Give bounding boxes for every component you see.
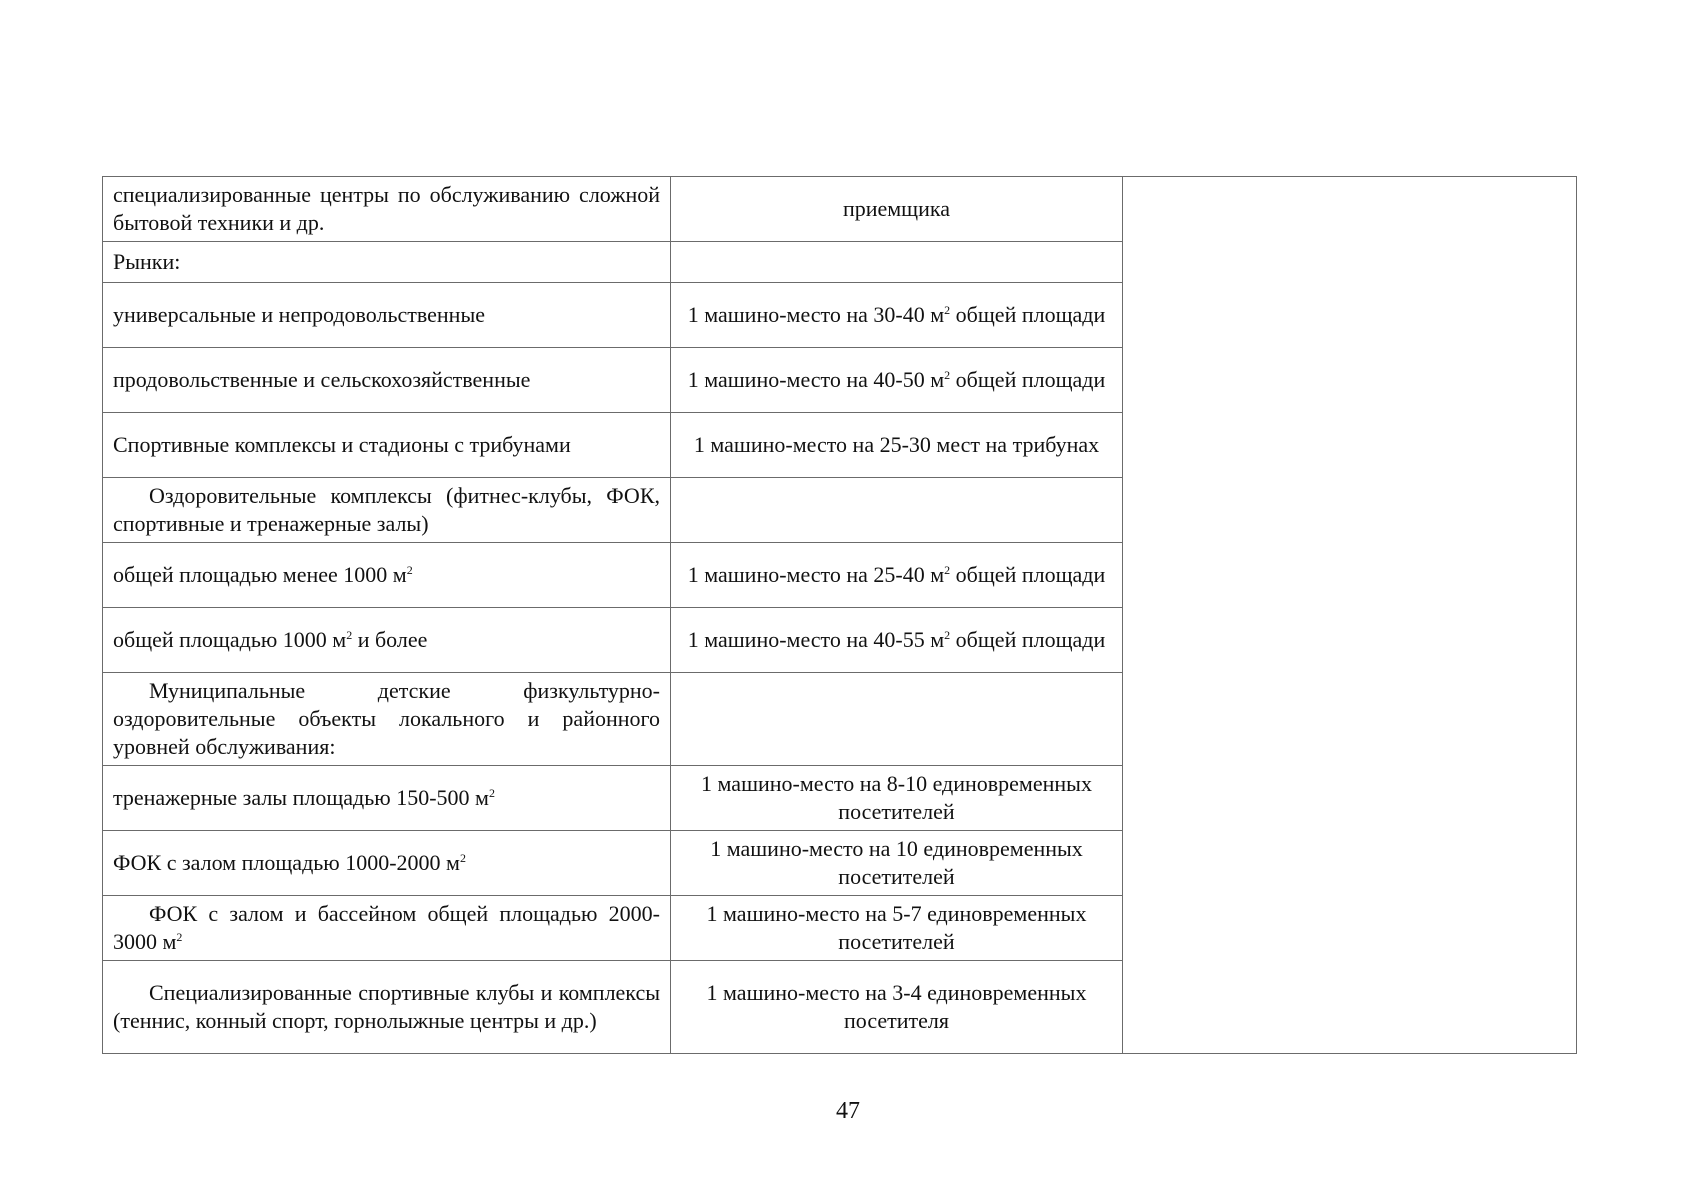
cell-object-type: Оздоровительные комплексы (фитнес-клубы, ФОК, спортивные и тренажерные залы) bbox=[103, 478, 671, 543]
cell-notes-empty bbox=[1123, 177, 1577, 1054]
cell-object-type: общей площадью менее 1000 $м^2$ bbox=[103, 543, 671, 608]
cell-object-type: тренажерные залы площадью 150-500 $м^2$ bbox=[103, 766, 671, 831]
cell-parking-norm: 1 машино-место на 8-10 единовременных посетителей bbox=[671, 766, 1123, 831]
cell-object-type: продовольственные и сельскохозяйственные bbox=[103, 348, 671, 413]
cell-object-type: общей площадью 1000 $м^2$ и более bbox=[103, 608, 671, 673]
cell-parking-norm: 1 машино-место на 40-50 $м^2$ общей площади bbox=[671, 348, 1123, 413]
cell-object-type: Рынки: bbox=[103, 242, 671, 283]
cell-parking-norm: 1 машино-место на 3-4 единовременных посетителя bbox=[671, 961, 1123, 1054]
cell-object-type: Специализированные спортивные клубы и комплексы (теннис, конный спорт, горнолыжные центры и др.) bbox=[103, 961, 671, 1054]
cell-parking-norm: 1 машино-место на 25-30 мест на трибунах bbox=[671, 413, 1123, 478]
cell-object-type: Муниципальные детские физкультурно-оздоровительные объекты локального и районного уровней обслуживания: bbox=[103, 673, 671, 766]
cell-object-type: ФОК с залом площадью 1000-2000 $м^2$ bbox=[103, 831, 671, 896]
cell-object-type: Спортивные комплексы и стадионы с трибунами bbox=[103, 413, 671, 478]
cell-object-type: универсальные и непродовольственные bbox=[103, 283, 671, 348]
cell-object-type: специализированные центры по обслуживанию сложной бытовой техники и др. bbox=[103, 177, 671, 242]
cell-parking-norm: 1 машино-место на 10 единовременных посетителей bbox=[671, 831, 1123, 896]
cell-parking-norm: приемщика bbox=[671, 177, 1123, 242]
cell-parking-norm: 1 машино-место на 5-7 единовременных посетителей bbox=[671, 896, 1123, 961]
cell-parking-norm bbox=[671, 673, 1123, 766]
parking-norms-table bbox=[102, 176, 1577, 1054]
page-number: 47 bbox=[836, 1098, 860, 1124]
cell-object-type: ФОК с залом и бассейном общей площадью 2000-3000 $м^2$ bbox=[103, 896, 671, 961]
cell-parking-norm: 1 машино-место на 25-40 $м^2$ общей площади bbox=[671, 543, 1123, 608]
cell-parking-norm: 1 машино-место на 30-40 $м^2$ общей площади bbox=[671, 283, 1123, 348]
cell-parking-norm bbox=[671, 242, 1123, 283]
cell-parking-norm bbox=[671, 478, 1123, 543]
table-row bbox=[103, 177, 1577, 242]
cell-parking-norm: 1 машино-место на 40-55 $м^2$ общей площади bbox=[671, 608, 1123, 673]
